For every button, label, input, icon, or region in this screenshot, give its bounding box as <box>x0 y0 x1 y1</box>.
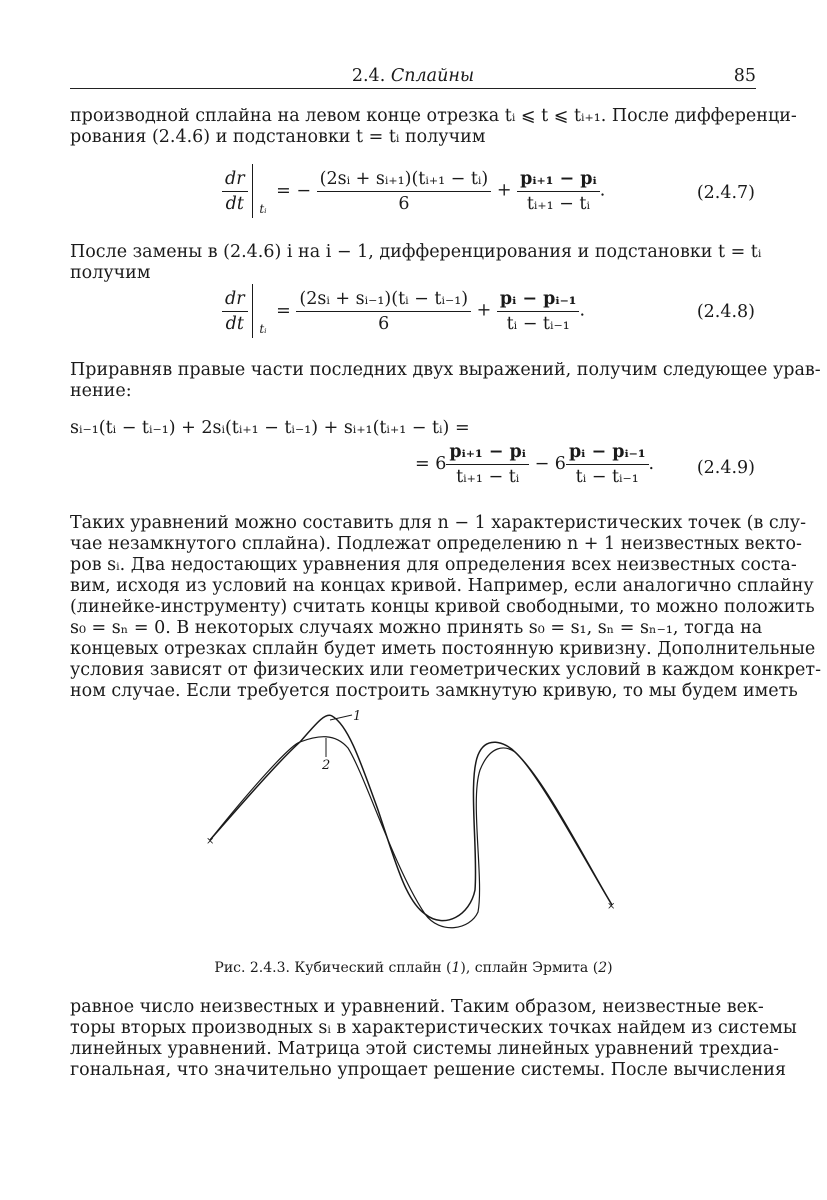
section-title: 2.4. Сплайны <box>351 66 475 86</box>
paragraph-4 <box>70 513 821 702</box>
text-line: нение: <box>70 381 132 401</box>
text-line: чае незамкнутого сплайна). Подлежат определению n + 1 неизвестных векто- <box>70 534 802 554</box>
fraction: $\frac{\text{pᵢ − pᵢ₋₁}}{\text{tᵢ − tᵢ₋₁}}$ <box>566 440 649 489</box>
text-line: После замены в (2.4.6) i на i − 1, дифференцирования и подстановки t = tᵢ <box>70 242 762 262</box>
fraction: $\frac{\text{(2sᵢ + sᵢ₋₁)(tᵢ − tᵢ₋₁)}}{6}$ <box>296 287 471 336</box>
equation-number: (2.4.7) <box>696 183 755 203</box>
equation-number: (2.4.8) <box>696 302 755 322</box>
text-line: получим <box>70 263 151 283</box>
text-line: (линейке-инструменту) считать концы кривой свободными, то можно положить <box>70 597 815 617</box>
knot-markers <box>206 836 615 912</box>
derivative-lhs: $\frac{dr}{dt}$ tᵢ <box>222 164 253 218</box>
text-line: условия зависят от физических или геометрических условий в каждом конкрет- <box>70 660 821 680</box>
paragraph-5 <box>70 997 797 1081</box>
text-line: концевых отрезках сплайн будет иметь постоянную кривизну. Дополнительные <box>70 639 816 659</box>
figure-caption: Рис. 2.4.3. Кубический сплайн (1), сплайн Эрмита (2) <box>214 960 613 976</box>
text-line: производной сплайна на левом конце отрезка tᵢ ⩽ t ⩽ tᵢ₊₁. После дифференци- <box>70 106 797 126</box>
text-line: Таких уравнений можно составить для n − 1 характеристических точек (в слу- <box>70 513 806 533</box>
running-head <box>70 64 756 89</box>
fraction: $\frac{\text{pᵢ₊₁ − pᵢ}}{\text{tᵢ₊₁ − tᵢ}}$ <box>446 440 529 489</box>
text-line: ном случае. Если требуется построить замкнутую кривую, то мы будем иметь <box>70 681 798 701</box>
paragraph-3 <box>70 360 821 402</box>
text-line: вим, исходя из условий на концах кривой. Например, если аналогично сплайну <box>70 576 814 596</box>
text-line: равное число неизвестных и уравнений. Таким образом, неизвестные век- <box>70 997 764 1017</box>
text-line: торы вторых производных sᵢ в характеристических точках найдем из системы <box>70 1018 797 1038</box>
text-line: ров sᵢ. Два недостающих уравнения для определения всех неизвестных соста- <box>70 555 797 575</box>
equation-2-4-8: $\frac{dr}{dt}$ tᵢ = $\frac{\text{(2sᵢ + sᵢ₋₁)(tᵢ − tᵢ₋₁)}}{6}$ + $\frac{\text{pᵢ − pᵢ₋₁}}{\text{tᵢ − tᵢ₋₁}}$ . <box>222 284 585 338</box>
fraction: $\frac{\text{pᵢ − pᵢ₋₁}}{\text{tᵢ − tᵢ₋₁}}$ <box>497 287 580 336</box>
curve-label-1: 1 <box>353 709 362 724</box>
text-line: гональная, что значительно упрощает решение системы. После вычисления <box>70 1060 787 1080</box>
text-line: линейных уравнений. Матрица этой системы линейных уравнений трехдиа- <box>70 1039 779 1059</box>
text-line: Приравняв правые части последних двух выражений, получим следующее урав- <box>70 360 821 380</box>
paragraph-1 <box>70 106 797 148</box>
knot-marker-x: × <box>206 836 215 847</box>
equation-2-4-7: $\frac{dr}{dt}$ tᵢ = − $\frac{\text{(2sᵢ + sᵢ₊₁)(tᵢ₊₁ − tᵢ)}}{6}$ + $\frac{\text{pᵢ₊₁ − pᵢ}}{\text{tᵢ₊₁ − tᵢ}}$ . <box>222 164 605 218</box>
text-line: рования (2.4.6) и подстановки t = tᵢ получим <box>70 127 486 147</box>
spline-figure <box>190 700 630 930</box>
fraction: $\frac{\text{(2sᵢ + sᵢ₊₁)(tᵢ₊₁ − tᵢ)}}{6}$ <box>317 167 492 216</box>
curve-label-2: 2 <box>322 758 331 773</box>
page-number: 85 <box>733 66 756 86</box>
text-line: s₀ = sₙ = 0. В некоторых случаях можно принять s₀ = s₁, sₙ = sₙ₋₁, тогда на <box>70 618 763 638</box>
fraction: $\frac{\text{pᵢ₊₁ − pᵢ}}{\text{tᵢ₊₁ − tᵢ}}$ <box>517 167 600 216</box>
equation-2-4-9-line-2: = 6 $\frac{\text{pᵢ₊₁ − pᵢ}}{\text{tᵢ₊₁ − tᵢ}}$ − 6 $\frac{\text{pᵢ − pᵢ₋₁}}{\text{tᵢ − tᵢ₋₁}}$ . <box>415 442 655 487</box>
equation-number: (2.4.9) <box>696 458 755 478</box>
knot-marker-x: × <box>607 901 616 912</box>
paragraph-2 <box>70 242 762 284</box>
equation-2-4-9-line-1: sᵢ₋₁(tᵢ − tᵢ₋₁) + 2sᵢ(tᵢ₊₁ − tᵢ₋₁) + sᵢ₊₁(tᵢ₊₁ − tᵢ) = <box>70 418 470 438</box>
derivative-lhs: $\frac{dr}{dt}$ tᵢ <box>222 284 253 338</box>
